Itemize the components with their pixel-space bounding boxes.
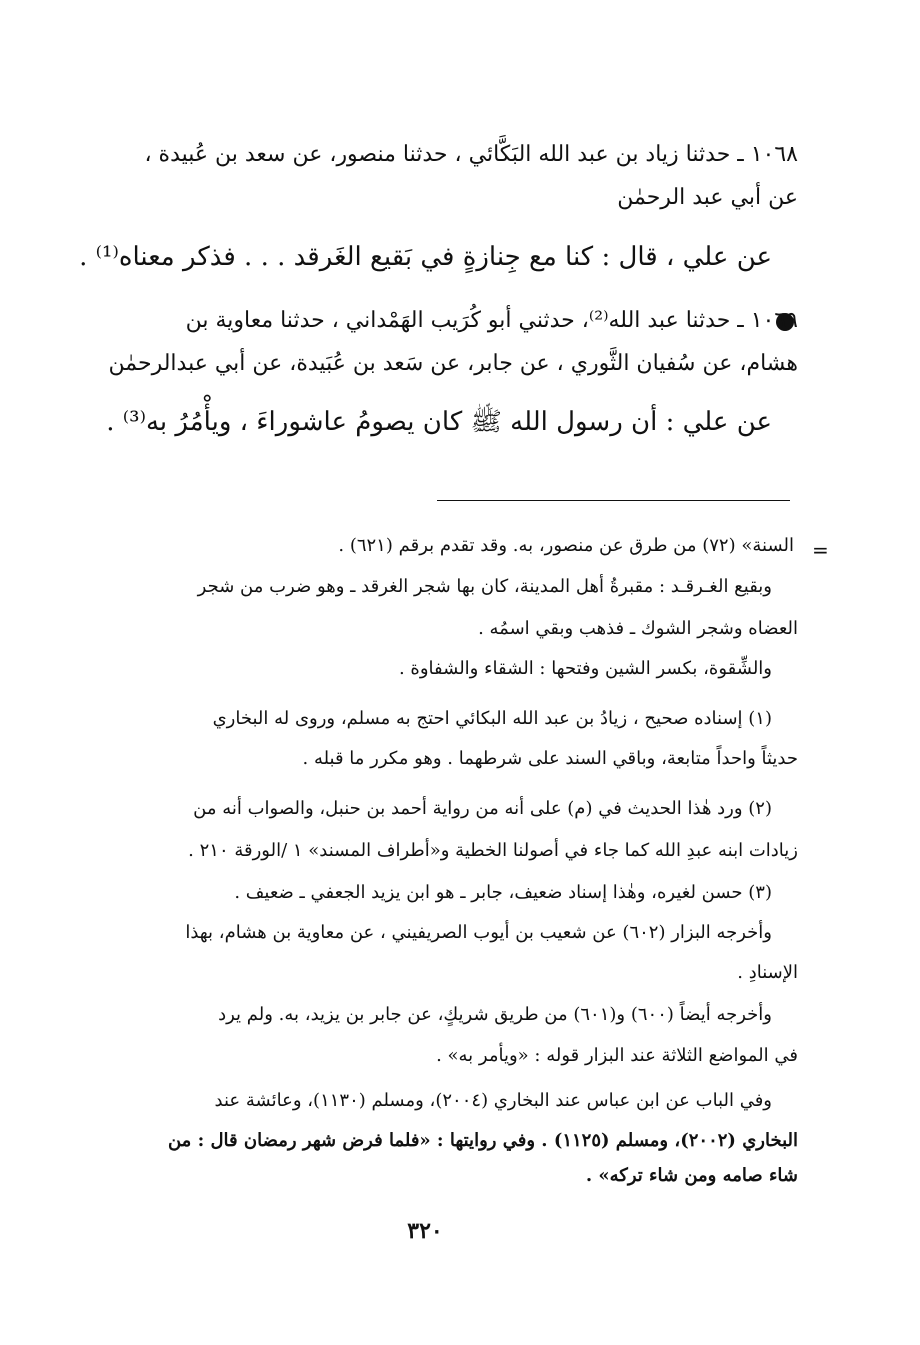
hadith-1069-isnad-line-1: ١٠٦٩ ـ حدثنا عبد الله⁽²⁾، حدثني أبو كُرَيب الهَمْداني ، حدثنا معاوية بن (185, 308, 798, 333)
footnote-2-line-2: زيادات ابنه عبدِ الله كما جاء في أصولنا الخطية و«أطراف المسند» ١ /الورقة ٢١٠ . (188, 840, 798, 861)
footnote-3-line-6: وفي الباب عن ابن عباس عند البخاري (٢٠٠٤)، ومسلم (١١٣٠)، وعائشة عند (214, 1090, 772, 1111)
footnote-3-line-5: في المواضع الثلاثة عند البزار قوله : «ويأمر به» . (436, 1045, 798, 1066)
footnote-continuation-line-2: وبقيع الغـرقـد : مقبرةُ أهل المدينة، كان بها شجر الغرقد ـ وهو ضرب من شجر (197, 576, 772, 597)
footnote-continuation-line-3: العضاه وشجر الشوك ـ فذهب وبقي اسمُه . (478, 618, 798, 639)
footnote-3-line-2: وأخرجه البزار (٦٠٢) عن شعيب بن أيوب الصريفيني ، عن معاوية بن هشام، بهذا (185, 922, 772, 943)
footnote-3-line-8: شاء صامه ومن شاء تركه» . (585, 1165, 798, 1186)
continuation-marker: = (812, 538, 829, 562)
footnote-1-line-1: (١) إسناده صحيح ، زيادُ بن عبد الله البكائي احتج به مسلم، وروى له البخاري (212, 708, 772, 729)
footnote-3-line-7: البخاري (٢٠٠٢)، ومسلم (١١٢٥) . وفي روايتها : «فلما فرض شهر رمضان قال : من (167, 1130, 798, 1151)
hadith-1068-isnad-line-1: ١٠٦٨ ـ حدثنا زياد بن عبد الله البَكَّائي ، حدثنا منصور، عن سعد بن عُبيدة ، (144, 142, 798, 167)
page-number: ٣٢٠ (407, 1218, 443, 1244)
hadith-1069-matn: عن علي : أن رسول الله ﷺ كان يصومُ عاشوراءَ ، ويأْمُرُ به⁽³⁾ . (106, 407, 772, 437)
footnote-3-line-3: الإسنادِ . (737, 962, 798, 983)
hadith-1068-matn: عن علي ، قال : كنا مع جِنازةٍ في بَقيع الغَرقد . . . فذكر معناه⁽¹⁾ . (79, 242, 772, 272)
footnote-3-line-4: وأخرجه أيضاً (٦٠٠) و(٦٠١) من طريق شريكٍ، عن جابر بن يزيد، به. ولم يرد (218, 1004, 772, 1025)
hadith-1069-isnad-line-2: هشام، عن سُفيان الثَّوري ، عن جابر، عن سَعد بن عُبَيدة، عن أبي عبدالرحمٰن (108, 351, 798, 376)
footnote-2-line-1: (٢) ورد هٰذا الحديث في (م) على أنه من رواية أحمد بن حنبل، والصواب أنه من (193, 798, 772, 819)
footnote-continuation-line-1: السنة» (٧٢) من طرق عن منصور، به. وقد تقدم برقم (٦٢١) . (338, 535, 794, 556)
footnote-1-line-2: حديثاً واحداً متابعة، وباقي السند على شرطهما . وهو مكرر ما قبله . (302, 748, 798, 769)
footnote-3-line-1: (٣) حسن لغيره، وهٰذا إسناد ضعيف، جابر ـ هو ابن يزيد الجعفي ـ ضعيف . (234, 882, 772, 903)
hadith-1068-isnad-line-2: عن أبي عبد الرحمٰن (617, 185, 798, 210)
footnote-continuation-line-4: والشِّقوة، بكسر الشين وفتحها : الشقاء والشفاوة . (398, 658, 772, 679)
footnote-separator (437, 500, 790, 501)
